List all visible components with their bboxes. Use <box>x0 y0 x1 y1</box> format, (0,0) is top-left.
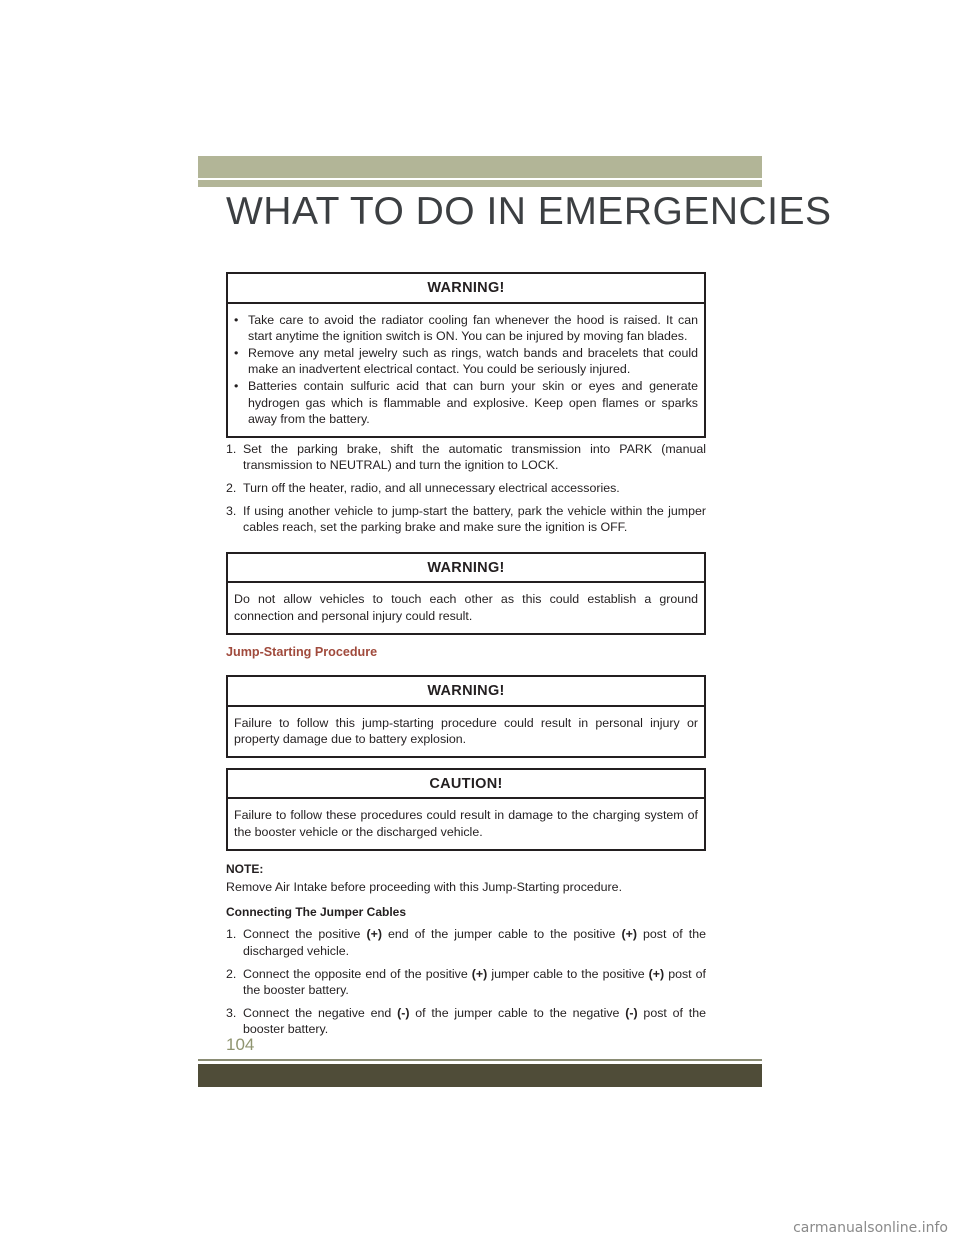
warning-bullet-list <box>234 312 698 428</box>
section-title: WHAT TO DO IN EMERGENCIES <box>226 190 832 233</box>
note-label: NOTE: <box>226 861 264 876</box>
footer-band <box>198 1064 762 1087</box>
step-item: 2. Turn off the heater, radio, and all unnecessary electrical accessories. <box>226 480 620 495</box>
step-item: 3. Connect the negative end (-) of the jumper cable to the negative (-) post of the booster battery. <box>226 1005 706 1037</box>
warning-bullet: • Remove any metal jewelry such as rings, watch bands and bracelets that could make an inadvertent electrical contact. You could be seriously injured. <box>234 345 698 378</box>
page-content <box>226 272 706 1038</box>
step-item: 2. Connect the opposite end of the positive (+) jumper cable to the positive (+) post of the booster battery. <box>226 966 707 998</box>
connecting-cables-heading: Connecting The Jumper Cables <box>226 904 407 919</box>
warning-text: Failure to follow this jump-starting procedure could result in personal injury or property damage due to battery explosion. <box>234 715 698 747</box>
warning-heading: WARNING! <box>228 554 704 584</box>
warning-bullet: • Batteries contain sulfuric acid that can burn your skin or eyes and generate hydrogen gas which is flammable and explosive. Keep open flames or sparks away from the battery. <box>234 378 698 428</box>
step-item: 1. Connect the positive (+) end of the jumper cable to the positive (+) post of the discharged vehicle. <box>226 927 706 959</box>
caution-box-charging-system <box>226 768 706 851</box>
note-text: Remove Air Intake before proceeding with this Jump-Starting procedure. <box>226 880 623 895</box>
warning-box-fan-jewelry-acid <box>226 272 706 438</box>
caution-text: Failure to follow these procedures could result in damage to the charging system of the booster vehicle or the discharged vehicle. <box>234 808 698 840</box>
header-band <box>198 156 762 178</box>
connecting-steps <box>226 926 706 1038</box>
warning-box-vehicles-touch <box>226 552 706 635</box>
step-item: 1. Set the parking brake, shift the automatic transmission into PARK (manual transmission to NEUTRAL) and turn the ignition to LOCK. <box>226 441 706 473</box>
warning-text: Do not allow vehicles to touch each other as this could establish a ground connection and personal injury could result. <box>234 592 698 623</box>
jump-starting-subheading: Jump-Starting Procedure <box>226 644 378 659</box>
page-number: 104 <box>226 1035 255 1054</box>
warning-box-battery-explosion <box>226 675 706 758</box>
warning-heading: WARNING! <box>228 677 704 707</box>
preparation-steps <box>226 441 706 536</box>
watermark-text: carmanualsonline.info <box>793 1220 948 1236</box>
header-rule <box>198 180 762 187</box>
warning-bullet: • Take care to avoid the radiator cooling fan whenever the hood is raised. It can start anytime the ignition switch is ON. You can be injured by moving fan blades. <box>234 312 698 345</box>
warning-heading: WARNING! <box>228 274 704 304</box>
step-item: 3. If using another vehicle to jump-start the battery, park the vehicle within the jumper cables reach, set the parking brake and make sure the ignition is OFF. <box>226 503 706 535</box>
footer-rule <box>198 1059 762 1061</box>
caution-heading: CAUTION! <box>228 770 704 800</box>
